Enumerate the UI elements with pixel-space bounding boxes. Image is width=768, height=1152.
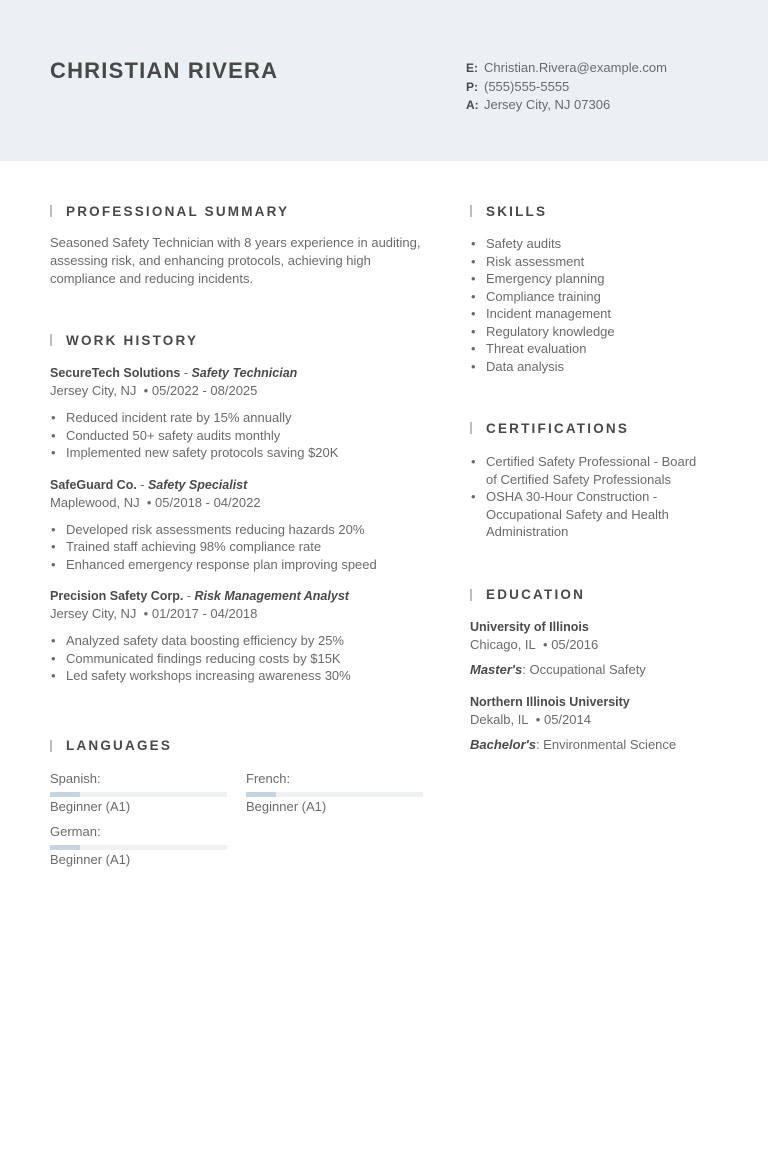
job-bullet: • Communicated findings reducing costs by $15K [50,650,430,668]
skill-item: • Incident management [470,305,730,323]
languages-section [50,735,430,869]
section-title [50,735,430,757]
address-value: Jersey City, NJ 07306 [484,97,611,112]
job-sep: - [183,589,195,603]
address-label: A: [466,98,479,112]
skills-section [470,200,730,375]
email-value: Christian.Rivera@example.com [484,60,667,75]
certifications-section [470,417,730,541]
skill-item: • Risk assessment [470,253,730,271]
job-location: Maplewood, NJ [50,494,140,510]
language-name: German: [50,823,101,839]
education-entry [470,618,730,679]
graduation-date: 05/2014 [543,711,591,727]
section-title-text: PROFESSIONAL SUMMARY [66,203,290,219]
language-level: Beginner (A1) [50,798,131,814]
job-sep: - [180,366,192,380]
contact-phone [466,78,667,97]
section-title [470,417,730,439]
job-bullet: • Led safety workshops increasing awareness 30% [50,667,430,685]
job-heading [50,364,430,382]
language-proficiency-fill [50,792,80,797]
job-meta [50,382,430,400]
job-role: Risk Management Analyst [194,589,349,603]
school-location: Chicago, IL [470,636,536,652]
work-history-section [50,329,430,685]
certification-item: • Certified Safety Professional - Board of Certified Safety Professionals [470,453,710,488]
section-bar-divider [470,589,472,601]
education-section [470,584,730,754]
job-bullet: • Enhanced emergency response plan improving speed [50,556,430,574]
candidate-name: CHRISTIAN RIVERA [50,58,279,83]
section-title-text: LANGUAGES [66,738,173,753]
section-bar-divider [470,422,472,434]
language-proficiency-bar [246,792,423,797]
job-bullets [50,632,430,685]
job-bullet: • Trained staff achieving 98% compliance rate [50,538,430,556]
job-heading [50,476,430,494]
education-entry [470,693,730,754]
contact-email [466,59,667,78]
language-level: Beginner (A1) [50,851,131,867]
section-title-text: WORK HISTORY [66,332,199,348]
job-location: Jersey City, NJ [50,383,137,398]
job-sep: - [136,477,148,492]
language-proficiency-bar [50,792,227,797]
language-proficiency-fill [246,792,276,797]
school-name: Northern Illinois University [470,694,630,709]
job-dates: 05/2018 - 04/2022 [155,494,261,510]
skill-item: • Data analysis [470,358,730,376]
education-meta [470,711,730,729]
job-company: SafeGuard Co. [50,477,137,492]
language-item [246,770,423,816]
language-level: Beginner (A1) [246,798,327,814]
language-item [50,770,227,816]
section-title [470,200,730,222]
phone-label: P: [466,79,478,94]
job-meta [50,605,430,623]
degree-type: Bachelor's [470,736,536,752]
degree-line [470,661,730,679]
job-entry [50,587,430,685]
graduation-date: 05/2016 [551,636,599,652]
education-meta [470,636,730,654]
bullet-separator: • [143,383,149,398]
job-bullet: • Implemented new safety protocols saving $20K [50,444,430,462]
right-column [470,200,730,754]
skill-item: • Threat evaluation [470,340,730,358]
bullet-separator: • [146,494,152,510]
job-role: Safety Technician [191,366,298,380]
resume-header [0,0,768,161]
job-heading [50,587,430,605]
skills-list [470,235,730,375]
job-company: Precision Safety Corp. [50,589,184,603]
section-bar-divider [470,205,472,217]
school-name: University of Illinois [470,619,589,634]
job-entry [50,476,430,574]
job-bullets [50,521,430,574]
left-column [50,200,430,869]
language-list [50,770,430,869]
email-label: E: [466,61,478,75]
section-title-text: EDUCATION [486,587,586,602]
job-bullet: • Developed risk assessments reducing hazards 20% [50,521,430,539]
bullet-separator: • [535,711,541,727]
phone-value: (555)555-5555 [484,78,570,94]
section-title-text: CERTIFICATIONS [486,420,630,436]
job-bullet: • Analyzed safety data boosting efficiency by 25% [50,632,430,650]
summary-section [50,200,430,288]
section-title-text: SKILLS [486,203,548,219]
certifications-list [470,453,710,541]
job-company: SecureTech Solutions [50,366,181,380]
skill-item: • Emergency planning [470,270,730,288]
section-bar-divider [50,205,52,217]
bullet-separator: • [143,606,149,621]
job-dates: 01/2017 - 04/2018 [151,606,258,621]
job-bullet: • Conducted 50+ safety audits monthly [50,427,430,445]
language-proficiency-bar [50,845,227,850]
school-location: Dekalb, IL [470,711,529,727]
section-title [470,584,730,606]
degree-field: : Environmental Science [535,736,677,752]
section-bar-divider [50,334,52,346]
language-name: Spanish: [50,770,101,786]
job-entry [50,364,430,462]
contact-address [466,96,667,115]
skill-item: • Compliance training [470,288,730,306]
job-role: Safety Specialist [147,477,248,492]
degree-line [470,736,730,754]
job-dates: 05/2022 - 08/2025 [151,383,258,398]
job-bullet: • Reduced incident rate by 15% annually [50,409,430,427]
language-item [50,823,227,869]
skill-item: • Safety audits [470,235,730,253]
contact-block [466,59,667,115]
section-title [50,200,430,222]
section-title [50,329,430,351]
job-meta [50,494,430,512]
section-bar-divider [50,740,52,752]
job-location: Jersey City, NJ [50,606,137,621]
bullet-separator: • [543,636,548,652]
language-name: French: [246,770,291,786]
summary-text: Seasoned Safety Technician with 8 years experience in auditing, assessing risk, and enhancing protocols, achieving high compliance and reducing incidents. [50,235,421,286]
language-proficiency-fill [50,845,80,850]
degree-field: : Occupational Safety [522,661,646,677]
certification-item: • OSHA 30-Hour Construction - Occupational Safety and Health Administration [470,488,710,541]
job-bullets [50,409,430,462]
degree-type: Master's [470,661,523,677]
skill-item: • Regulatory knowledge [470,323,730,341]
